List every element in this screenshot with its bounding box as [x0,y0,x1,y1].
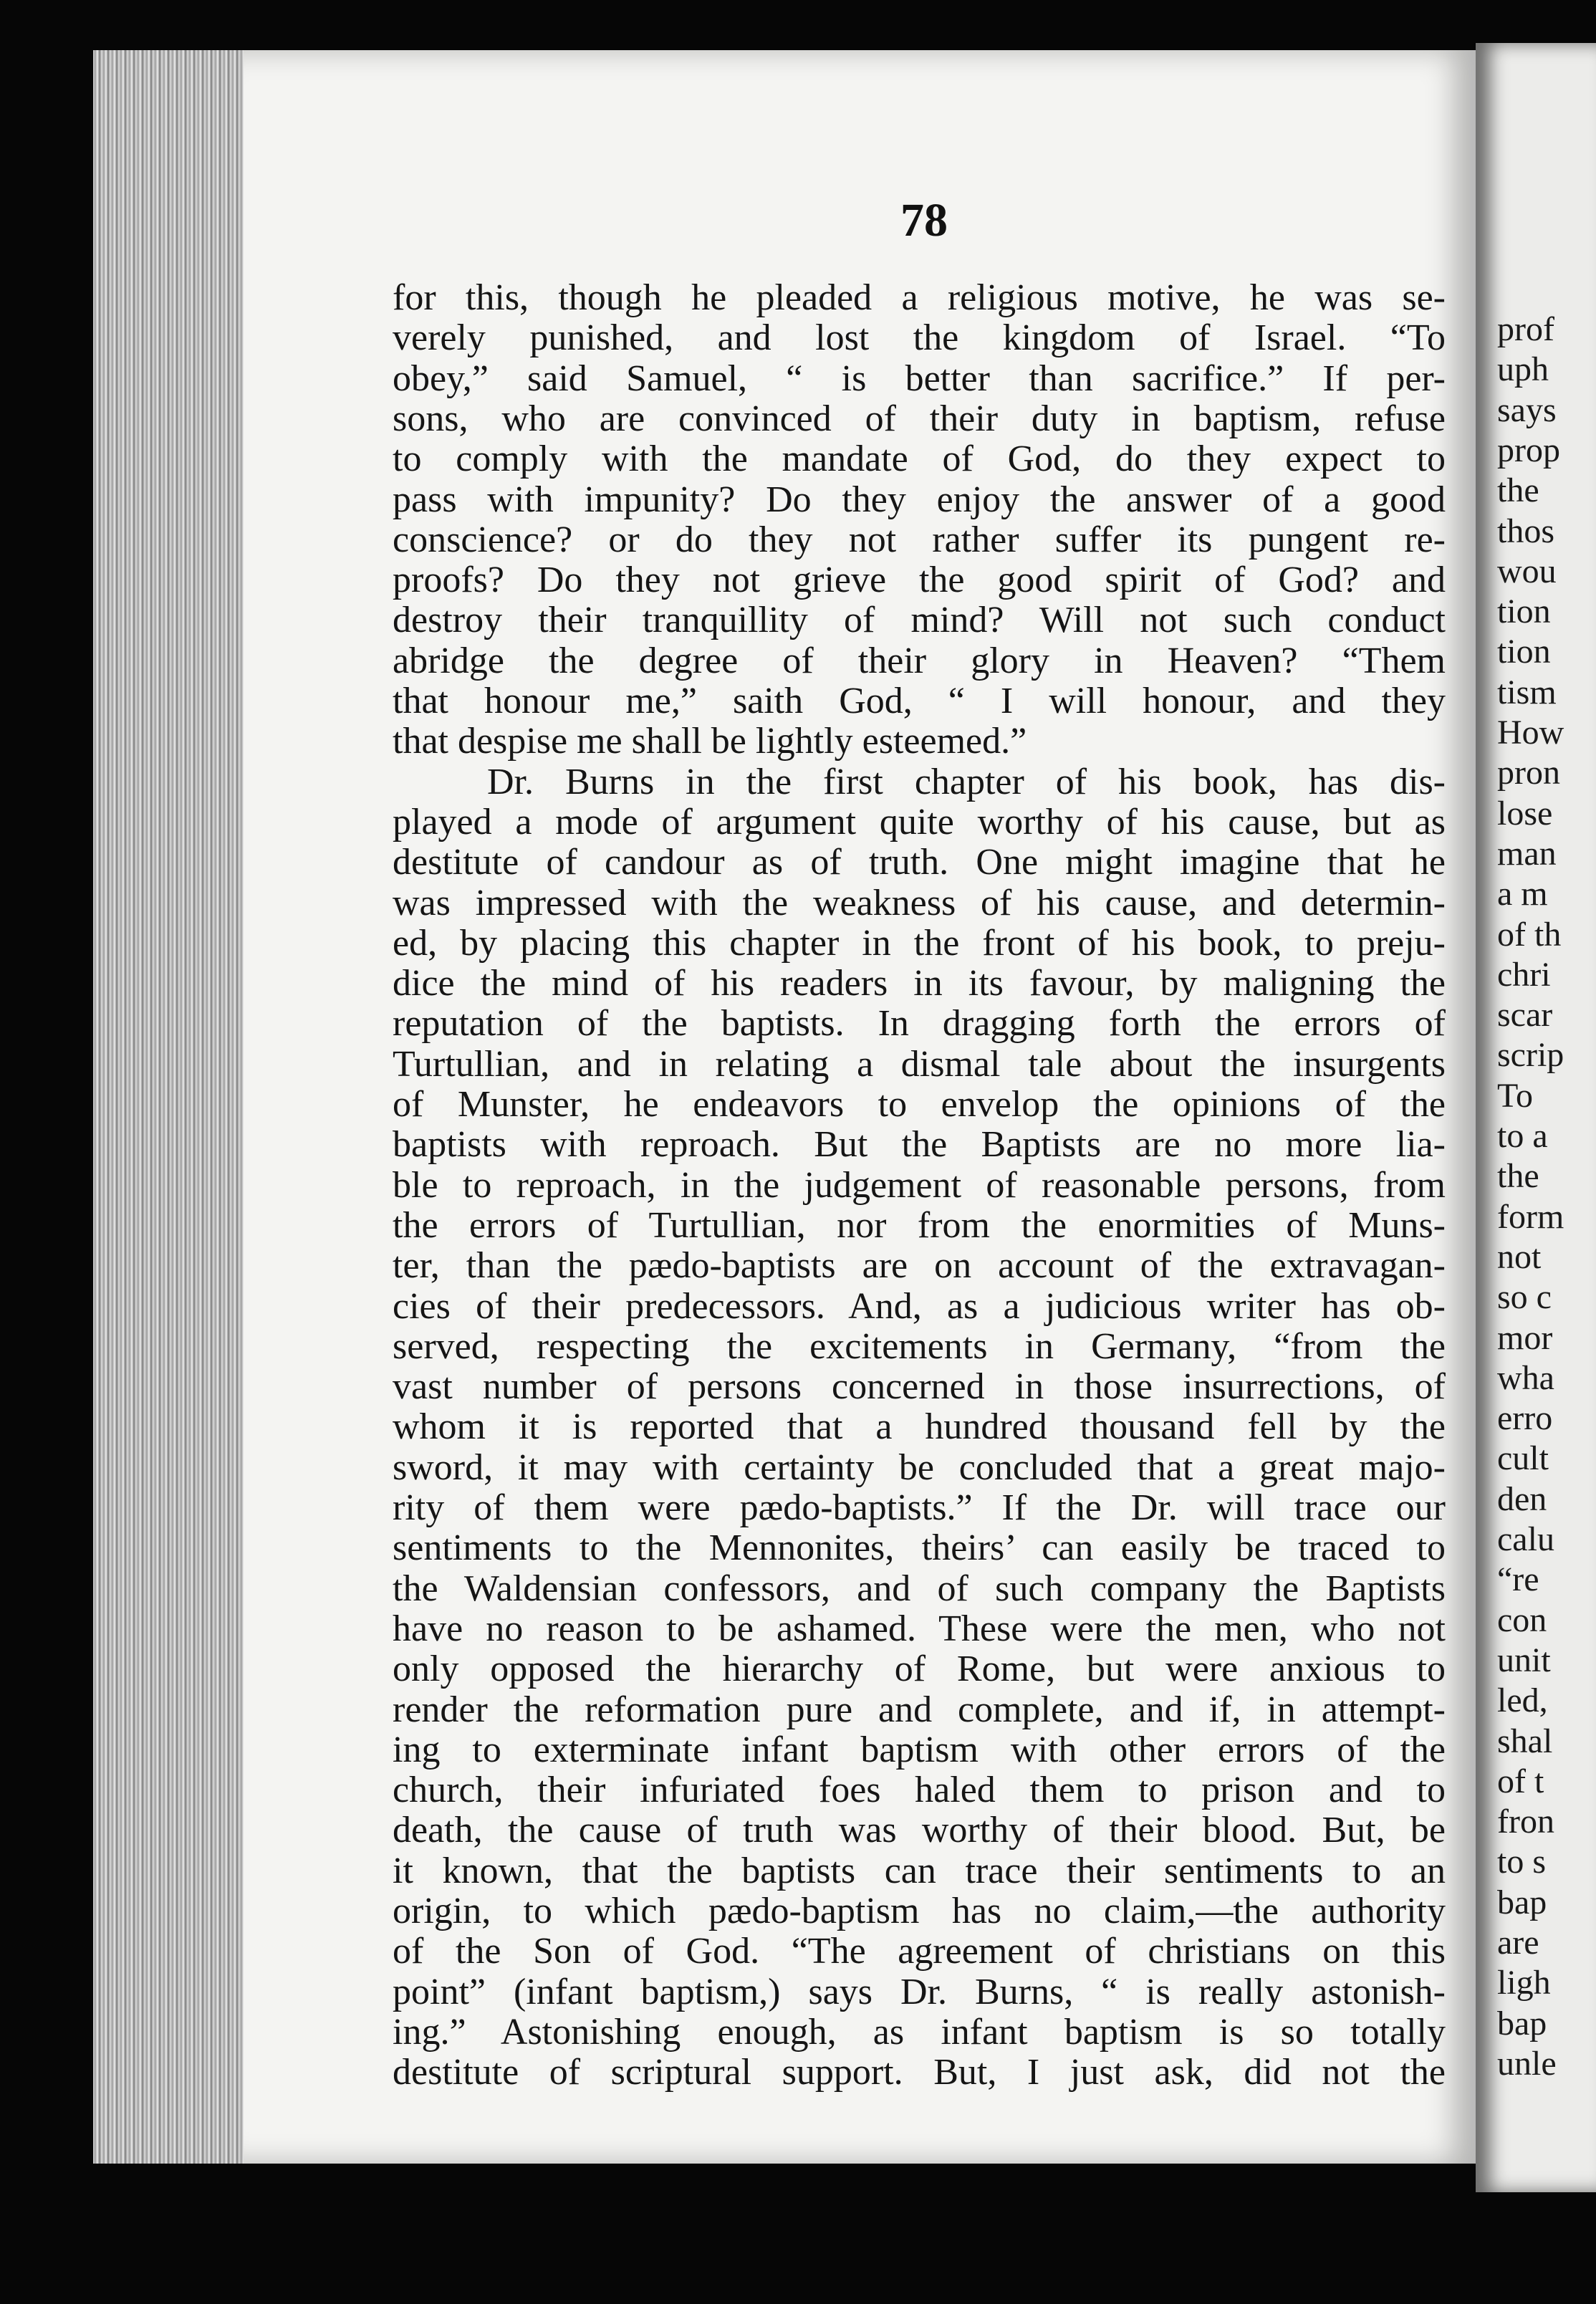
facing-page-fragment: form [1497,1198,1564,1236]
facing-page-fragment: shal [1497,1722,1553,1760]
facing-page-fragment: To [1497,1077,1533,1115]
facing-page-fragment: fron [1497,1803,1554,1840]
facing-page-fragment: unle [1497,2045,1557,2083]
text-line: to comply with the mandate of God, do they expect to [393,439,1446,479]
text-line: served, respecting the excitements in Germany, “from the [393,1327,1446,1367]
facing-page-fragment: “re [1497,1560,1539,1598]
text-line: that despise me shall be lightly esteemed.” [393,721,1027,762]
text-line: Turtullian, and in relating a dismal tale about the insurgents [393,1045,1446,1085]
facing-page-fragment: How [1497,714,1564,752]
facing-page-fragment: bap [1497,1883,1547,1921]
text-line: ing to exterminate infant baptism with other errors of the [393,1730,1446,1770]
facing-page-fragment: uph [1497,350,1549,388]
text-line: rity of them were pædo-baptists.” If the Dr. will trace our [393,1488,1446,1528]
facing-page-fragment: wha [1497,1359,1554,1397]
facing-page-fragment: a m [1497,875,1548,913]
text-line: sword, it may with certainty be concluded that a great majo- [393,1448,1446,1488]
facing-page-fragment: unit [1497,1641,1551,1679]
text-line: for this, though he pleaded a religious motive, he was se- [393,278,1446,318]
text-line: destitute of candour as of truth. One might imagine that he [393,843,1446,883]
facing-page-fragment: calu [1497,1520,1554,1558]
text-line: proofs? Do they not grieve the good spirit of God? and [393,560,1446,600]
facing-page-fragment: to s [1497,1843,1547,1881]
facing-page-fragment: the [1497,471,1539,509]
facing-page-fragment: erro [1497,1399,1553,1437]
facing-page-fragment: of th [1497,916,1562,954]
facing-page-fragment: scar [1497,996,1553,1034]
text-line: render the reformation pure and complete, and if, in attempt- [393,1690,1446,1730]
facing-page-fragment: con [1497,1601,1547,1639]
facing-page-fragment: of t [1497,1762,1544,1800]
facing-page-fragment: wou [1497,552,1557,590]
text-line: destroy their tranquillity of mind? Will not such conduct [393,600,1446,640]
text-line: cies of their predecessors. And, as a judicious writer has ob- [393,1287,1446,1327]
text-line: point” (infant baptism,) says Dr. Burns, “ is really astonish- [393,1972,1446,2012]
text-line: have no reason to be ashamed. These were the men, who not [393,1609,1446,1649]
text-line: the Waldensian confessors, and of such company the Baptists [393,1569,1446,1609]
text-line: conscience? or do they not rather suffer its pungent re- [393,520,1446,560]
text-line: baptists with reproach. But the Baptists are no more lia- [393,1125,1446,1165]
text-line: destitute of scriptural support. But, I just ask, did not the [393,2053,1446,2093]
facing-page-fragment: says [1497,391,1557,429]
text-line: only opposed the hierarchy of Rome, but were anxious to [393,1649,1446,1689]
text-line: was impressed with the weakness of his cause, and determin- [393,883,1446,923]
facing-page-fragment: prop [1497,431,1560,469]
facing-page-fragment: ligh [1497,1964,1551,2002]
text-line: ing.” Astonishing enough, as infant baptism is so totally [393,2012,1446,2053]
text-line: ble to reproach, in the judgement of reasonable persons, from [393,1166,1446,1206]
facing-page-fragment: are [1497,1924,1539,1962]
text-line: death, the cause of truth was worthy of their blood. But, be [393,1810,1446,1851]
page-number: 78 [900,194,948,246]
text-line: verely punished, and lost the kingdom of Israel. “To [393,318,1446,358]
facing-page-fragment: prof [1497,310,1554,348]
facing-page-fragment: chri [1497,956,1551,994]
facing-page-fragment: to a [1497,1117,1548,1155]
text-line: played a mode of argument quite worthy of his cause, but as [393,802,1446,843]
facing-page-fragment: tion [1497,592,1551,630]
facing-page-fragment: led, [1497,1681,1548,1719]
text-line: it known, that the baptists can trace their sentiments to an [393,1851,1446,1891]
text-line: of the Son of God. “The agreement of christians on this [393,1931,1446,1972]
text-line: Dr. Burns in the first chapter of his book, has dis- [487,762,1446,802]
text-line: ter, than the pædo-baptists are on account of the extravagan- [393,1246,1446,1286]
text-line: of Munster, he endeavors to envelop the opinions of the [393,1085,1446,1125]
facing-page-fragment: lose [1497,795,1553,832]
text-line: the errors of Turtullian, nor from the enormities of Muns- [393,1206,1446,1246]
text-line: sons, who are convinced of their duty in baptism, refuse [393,399,1446,439]
facing-page-fragment: mor [1497,1319,1553,1357]
text-line: origin, to which pædo-baptism has no claim,—the authority [393,1891,1446,1931]
facing-page-fragment: the [1497,1157,1539,1195]
facing-page-fragment: pron [1497,754,1560,792]
facing-page-fragment: tism [1497,673,1557,711]
page-edge-stack [93,50,258,2164]
facing-page-fragment: so c [1497,1278,1552,1316]
text-line: church, their infuriated foes haled them to prison and to [393,1770,1446,1810]
facing-page-fragment: cult [1497,1439,1549,1477]
facing-page-fragment: thos [1497,512,1555,550]
text-line: abridge the degree of their glory in Heaven? “Them [393,641,1446,681]
facing-page-fragment: tion [1497,633,1551,671]
text-line: obey,” said Samuel, “ is better than sacrifice.” If per- [393,359,1446,399]
text-line: reputation of the baptists. In dragging forth the errors of [393,1004,1446,1044]
facing-page-fragment: scrip [1497,1036,1564,1074]
text-line: ed, by placing this chapter in the front of his book, to preju- [393,923,1446,964]
text-line: dice the mind of his readers in its favour, by maligning the [393,964,1446,1004]
facing-page-fragment: not [1497,1238,1542,1276]
facing-page-fragment: bap [1497,2005,1547,2043]
text-line: that honour me,” saith God, “ I will honour, and they [393,681,1446,721]
text-line: vast number of persons concerned in those insurrections, of [393,1367,1446,1407]
facing-page-fragment: den [1497,1480,1547,1518]
facing-page-fragment: man [1497,835,1557,873]
text-line: sentiments to the Mennonites, theirs’ can easily be traced to [393,1528,1446,1568]
text-line: pass with impunity? Do they enjoy the answer of a good [393,480,1446,520]
text-line: whom it is reported that a hundred thousand fell by the [393,1407,1446,1447]
